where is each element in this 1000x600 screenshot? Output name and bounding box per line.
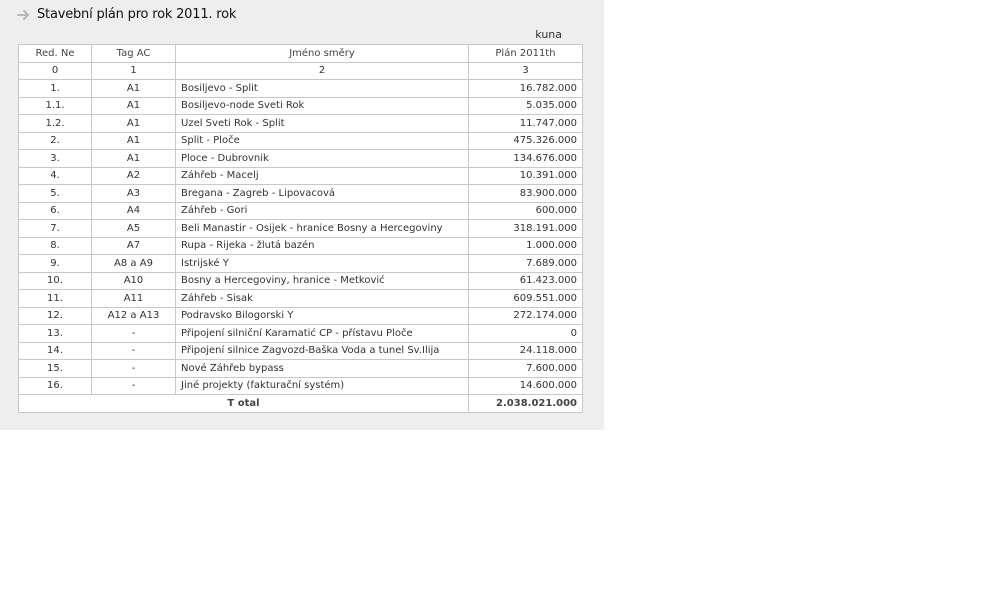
row-tag: A1 xyxy=(92,132,176,150)
row-plan-value: 14.600.000 xyxy=(469,377,583,395)
table-row xyxy=(19,115,583,133)
header-red-ne: Red. Ne xyxy=(19,45,92,63)
table-row xyxy=(19,272,583,290)
table-row xyxy=(19,132,583,150)
row-route-name: Uzel Sveti Rok - Split xyxy=(176,115,469,133)
row-tag: A1 xyxy=(92,80,176,98)
index-cell: 0 xyxy=(19,62,92,80)
row-plan-value: 7.600.000 xyxy=(469,360,583,378)
row-route-name: Záhřeb - Macelj xyxy=(176,167,469,185)
row-number: 1.2. xyxy=(19,115,92,133)
row-tag: - xyxy=(92,360,176,378)
row-tag: - xyxy=(92,342,176,360)
table-row xyxy=(19,237,583,255)
table-row xyxy=(19,290,583,308)
row-route-name: Připojení silniční Karamatić CP - přístavu Ploče xyxy=(176,325,469,343)
table-row xyxy=(19,150,583,168)
total-row xyxy=(19,395,583,413)
table-row xyxy=(19,80,583,98)
row-plan-value: 0 xyxy=(469,325,583,343)
row-number: 2. xyxy=(19,132,92,150)
row-number: 1. xyxy=(19,80,92,98)
row-plan-value: 600.000 xyxy=(469,202,583,220)
page-title: Stavební plán pro rok 2011. rok xyxy=(37,6,237,22)
row-plan-value: 24.118.000 xyxy=(469,342,583,360)
row-tag: A1 xyxy=(92,97,176,115)
table-row xyxy=(19,325,583,343)
total-value: 2.038.021.000 xyxy=(469,395,583,413)
row-number: 3. xyxy=(19,150,92,168)
row-route-name: Bosiljevo - Split xyxy=(176,80,469,98)
row-route-name: Bregana - Zagreb - Lipovacová xyxy=(176,185,469,203)
row-plan-value: 134.676.000 xyxy=(469,150,583,168)
row-number: 9. xyxy=(19,255,92,273)
table-row xyxy=(19,307,583,325)
row-route-name: Podravsko Bilogorski Y xyxy=(176,307,469,325)
header-tag-ac: Tag AC xyxy=(92,45,176,63)
row-tag: A4 xyxy=(92,202,176,220)
row-number: 13. xyxy=(19,325,92,343)
row-number: 15. xyxy=(19,360,92,378)
row-route-name: Připojení silnice Zagvozd-Baška Voda a tunel Sv.Ilija xyxy=(176,342,469,360)
row-plan-value: 16.782.000 xyxy=(469,80,583,98)
row-tag: A10 xyxy=(92,272,176,290)
row-plan-value: 1.000.000 xyxy=(469,237,583,255)
row-plan-value: 5.035.000 xyxy=(469,97,583,115)
header-plan-2011: Plán 2011th xyxy=(469,45,583,63)
table-row xyxy=(19,342,583,360)
row-plan-value: 83.900.000 xyxy=(469,185,583,203)
row-route-name: Split - Ploče xyxy=(176,132,469,150)
construction-plan-table xyxy=(18,44,583,413)
row-route-name: Bosny a Hercegoviny, hranice - Metković xyxy=(176,272,469,290)
row-route-name: Ploce - Dubrovnik xyxy=(176,150,469,168)
table-row xyxy=(19,220,583,238)
row-route-name: Záhřeb - Sisak xyxy=(176,290,469,308)
row-tag: - xyxy=(92,325,176,343)
table-row xyxy=(19,97,583,115)
title-row xyxy=(17,4,236,24)
table-row xyxy=(19,202,583,220)
arrow-right-icon xyxy=(17,7,31,21)
row-number: 1.1. xyxy=(19,97,92,115)
table-header-row xyxy=(19,45,583,63)
row-plan-value: 61.423.000 xyxy=(469,272,583,290)
row-number: 4. xyxy=(19,167,92,185)
row-plan-value: 318.191.000 xyxy=(469,220,583,238)
row-plan-value: 11.747.000 xyxy=(469,115,583,133)
row-route-name: Jiné projekty (fakturační systém) xyxy=(176,377,469,395)
row-number: 5. xyxy=(19,185,92,203)
row-tag: A5 xyxy=(92,220,176,238)
row-route-name: Bosiljevo-node Sveti Rok xyxy=(176,97,469,115)
index-row xyxy=(19,62,583,80)
total-label: T otal xyxy=(19,395,469,413)
row-number: 11. xyxy=(19,290,92,308)
row-plan-value: 475.326.000 xyxy=(469,132,583,150)
row-tag: A1 xyxy=(92,150,176,168)
row-tag: A1 xyxy=(92,115,176,133)
row-number: 10. xyxy=(19,272,92,290)
row-number: 12. xyxy=(19,307,92,325)
row-tag: - xyxy=(92,377,176,395)
row-route-name: Istrijské Y xyxy=(176,255,469,273)
row-number: 7. xyxy=(19,220,92,238)
row-plan-value: 609.551.000 xyxy=(469,290,583,308)
row-route-name: Záhřeb - Gori xyxy=(176,202,469,220)
table-row xyxy=(19,360,583,378)
row-route-name: Rupa - Rijeka - žlutá bazén xyxy=(176,237,469,255)
table-row xyxy=(19,167,583,185)
row-number: 6. xyxy=(19,202,92,220)
table-row xyxy=(19,185,583,203)
index-cell: 2 xyxy=(176,62,469,80)
row-tag: A3 xyxy=(92,185,176,203)
row-number: 14. xyxy=(19,342,92,360)
row-tag: A7 xyxy=(92,237,176,255)
row-number: 16. xyxy=(19,377,92,395)
header-route-name: Jméno směry xyxy=(176,45,469,63)
row-route-name: Nové Záhřeb bypass xyxy=(176,360,469,378)
row-tag: A12 a A13 xyxy=(92,307,176,325)
table-row xyxy=(19,255,583,273)
index-cell: 3 xyxy=(469,62,583,80)
row-tag: A2 xyxy=(92,167,176,185)
content-panel xyxy=(0,0,604,430)
currency-label: kuna xyxy=(535,28,562,41)
table-row xyxy=(19,377,583,395)
row-tag: A11 xyxy=(92,290,176,308)
row-plan-value: 7.689.000 xyxy=(469,255,583,273)
row-plan-value: 10.391.000 xyxy=(469,167,583,185)
index-cell: 1 xyxy=(92,62,176,80)
row-route-name: Beli Manastir - Osijek - hranice Bosny a Hercegoviny xyxy=(176,220,469,238)
row-number: 8. xyxy=(19,237,92,255)
row-tag: A8 a A9 xyxy=(92,255,176,273)
row-plan-value: 272.174.000 xyxy=(469,307,583,325)
